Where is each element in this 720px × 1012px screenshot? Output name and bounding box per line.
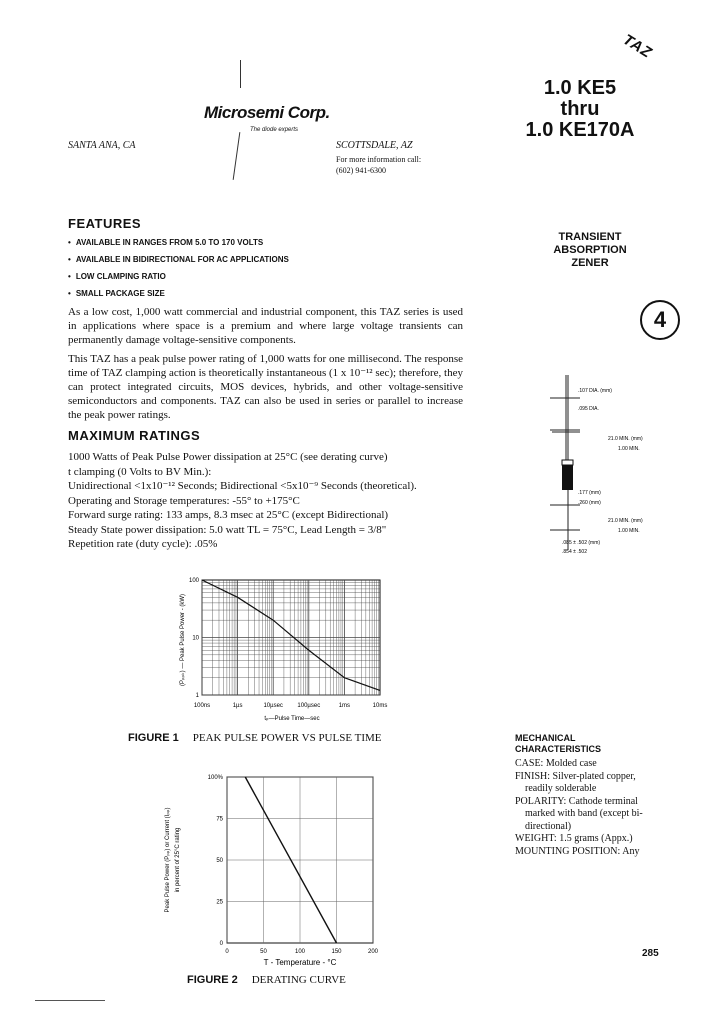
x-tick-label: 1µs [232, 703, 243, 709]
dim-label: .854 ± .502 [562, 549, 587, 555]
mech-finish-cont: readily solderable [525, 783, 597, 794]
x-tick-label: 0 [225, 949, 229, 955]
y-tick-labels [208, 775, 224, 947]
mech-finish: FINISH: Silver-plated copper, [515, 770, 636, 782]
x-tick-labels [225, 949, 378, 955]
dim-label: 21.0 MIN. (mm) [608, 436, 643, 442]
feature-item: • LOW CLAMPING RATIO [68, 272, 289, 289]
contact-line: For more information call: [336, 155, 422, 164]
dim-label: 1.00 MIN. [618, 528, 640, 534]
figure1-x-axis-label: tₚ—Pulse Time—sec [264, 716, 320, 722]
page-number: 285 [642, 948, 659, 959]
x-tick-label: 100ns [193, 703, 211, 709]
y-tick-label: 75 [216, 816, 223, 823]
chart-grid [227, 777, 373, 943]
rating-line: Forward surge rating: 133 amps, 8.3 msec at 25°C (except Bidirectional) [68, 509, 389, 521]
footer-rule [35, 1000, 105, 1001]
x-tick-label: 100µsec [297, 703, 321, 709]
x-tick-label: 1ms [338, 703, 351, 709]
x-tick-labels [194, 703, 388, 709]
dim-label: .260 (mm) [578, 500, 601, 506]
title-line: thru [560, 98, 600, 120]
dim-label: 21.0 MIN. (mm) [608, 518, 643, 524]
mechanical-list [515, 758, 685, 858]
rating-line: t clamping (0 Volts to BV Min.): [68, 465, 212, 478]
figure1-caption [128, 732, 382, 744]
taz-logo-mark: TAZ [619, 31, 656, 62]
figure2-caption [187, 974, 346, 986]
y-tick-label: 100% [207, 775, 223, 781]
figure1-label: FIGURE 1 [128, 732, 179, 744]
figure2-x-axis-label: T - Temperature - °C [263, 958, 337, 967]
title-line: 1.0 KE5 [543, 77, 617, 99]
heading-line: MECHANICAL [515, 733, 576, 743]
figure1-chart [170, 565, 400, 725]
figure2-chart [155, 765, 395, 970]
dim-label: .177 (mm) [578, 490, 601, 496]
part-number-title [510, 78, 650, 141]
y-tick-label: 25 [216, 899, 223, 906]
heading-line: TRANSIENT [558, 231, 622, 243]
company-logo: Microsemi Corp. [204, 103, 330, 122]
x-tick-label: 200 [367, 949, 379, 955]
mech-polarity: POLARITY: Cathode terminal [515, 795, 638, 807]
features-list [68, 238, 289, 306]
device-type-heading [540, 231, 640, 270]
divider-line [240, 60, 241, 88]
intro-paragraph: As a low cost, 1,000 watt commercial and industrial component, this TAZ series is used in applications where space is a premium and where large voltage transients can permanently damage voltage-sensitive components. [68, 306, 463, 346]
figure2-label: FIGURE 2 [187, 974, 238, 986]
max-ratings-heading: MAXIMUM RATINGS [68, 428, 201, 443]
x-tick-label: 10µsec [263, 703, 283, 709]
x-tick-label: 150 [331, 949, 342, 955]
rating-line: Steady State power dissipation: 5.0 watt TL = 75°C, Lead Length = 3/8" [68, 523, 387, 536]
rating-line: Unidirectional <1x10⁻¹² Seconds; Bidirectional <5x10⁻⁹ Seconds (theoretical). [68, 480, 417, 492]
section-number-badge: 4 [640, 300, 680, 340]
contact-info [336, 154, 421, 176]
chart-grid [202, 580, 380, 695]
power-vs-time-curve [202, 580, 380, 690]
location-santa-ana: SANTA ANA, CA [68, 140, 136, 151]
rating-line: 1000 Watts of Peak Pulse Power dissipation at 25°C (see derating curve) [68, 451, 388, 463]
feature-item: • AVAILABLE IN RANGES FROM 5.0 TO 170 VOLTS [68, 238, 289, 255]
mech-case: CASE: Molded case [515, 758, 597, 769]
contact-phone: (602) 941-6300 [336, 166, 386, 175]
mech-weight: WEIGHT: 1.5 grams (Appx.) [515, 833, 633, 844]
figure2-y-axis-label: Peak Pulse Power (Pₚₚ) or Current (Iₚₚ) [165, 807, 171, 913]
rating-line: Operating and Storage temperatures: -55° to +175°C [68, 494, 300, 507]
y-tick-label: 0 [219, 941, 223, 947]
cathode-band [562, 460, 573, 465]
heading-line: ZENER [571, 257, 609, 269]
dim-label: .095 DIA. [578, 406, 599, 412]
x-tick-label: 100 [294, 949, 306, 955]
x-tick-label: 10ms [372, 703, 388, 709]
figure1-title: PEAK PULSE POWER VS PULSE TIME [192, 732, 382, 744]
figure2-title: DERATING CURVE [251, 974, 346, 986]
y-tick-labels [189, 578, 200, 699]
response-paragraph: This TAZ has a peak pulse power rating of 1,000 watts for one millisecond. The response time of TAZ clamping action is theoretically instantaneous (1 x 10⁻¹² sec); therefore, they can protect integrated circuits, MOS devices, hybrids, and other voltage-sensitive semiconductors and components. TAZ can also be used in series or parallel to increase the peak power ratings. [68, 353, 463, 421]
ratings-list [68, 450, 468, 552]
y-tick-label: 100 [188, 578, 199, 584]
y-tick-label: 50 [216, 858, 223, 864]
package-outline-drawing [520, 370, 700, 560]
mech-polarity-cont: marked with band (except bi- [525, 808, 643, 819]
heading-line: ABSORPTION [553, 244, 627, 256]
divider-line [233, 132, 241, 180]
figure1-y-axis-label: (Pₚₚₖ) — Peak Pulse Power - (kW) [180, 593, 186, 687]
dim-label: 1.00 MIN. [618, 446, 640, 452]
x-tick-label: 50 [260, 949, 267, 955]
feature-item: • SMALL PACKAGE SIZE [68, 289, 289, 306]
dim-label: .085 ± .502 (mm) [562, 540, 601, 546]
mech-mounting: MOUNTING POSITION: Any [515, 845, 640, 857]
dim-label: .107 DIA. (mm) [578, 388, 612, 394]
y-tick-label: 10 [192, 635, 199, 642]
rating-line: Repetition rate (duty cycle): .05% [68, 538, 218, 550]
mech-polarity-cont: directional) [525, 820, 572, 832]
y-tick-label: 1 [195, 693, 199, 699]
features-heading: FEATURES [68, 216, 142, 231]
mechanical-heading [515, 733, 601, 755]
title-line: 1.0 KE170A [525, 119, 635, 141]
company-tagline: The diode experts [250, 127, 299, 133]
feature-item: • AVAILABLE IN BIDIRECTIONAL FOR AC APPLICATIONS [68, 255, 289, 272]
location-scottsdale: SCOTTSDALE, AZ [336, 140, 413, 151]
figure2-y-axis-label: in percent of 25°C rating [175, 827, 181, 893]
heading-line: CHARACTERISTICS [515, 744, 602, 754]
